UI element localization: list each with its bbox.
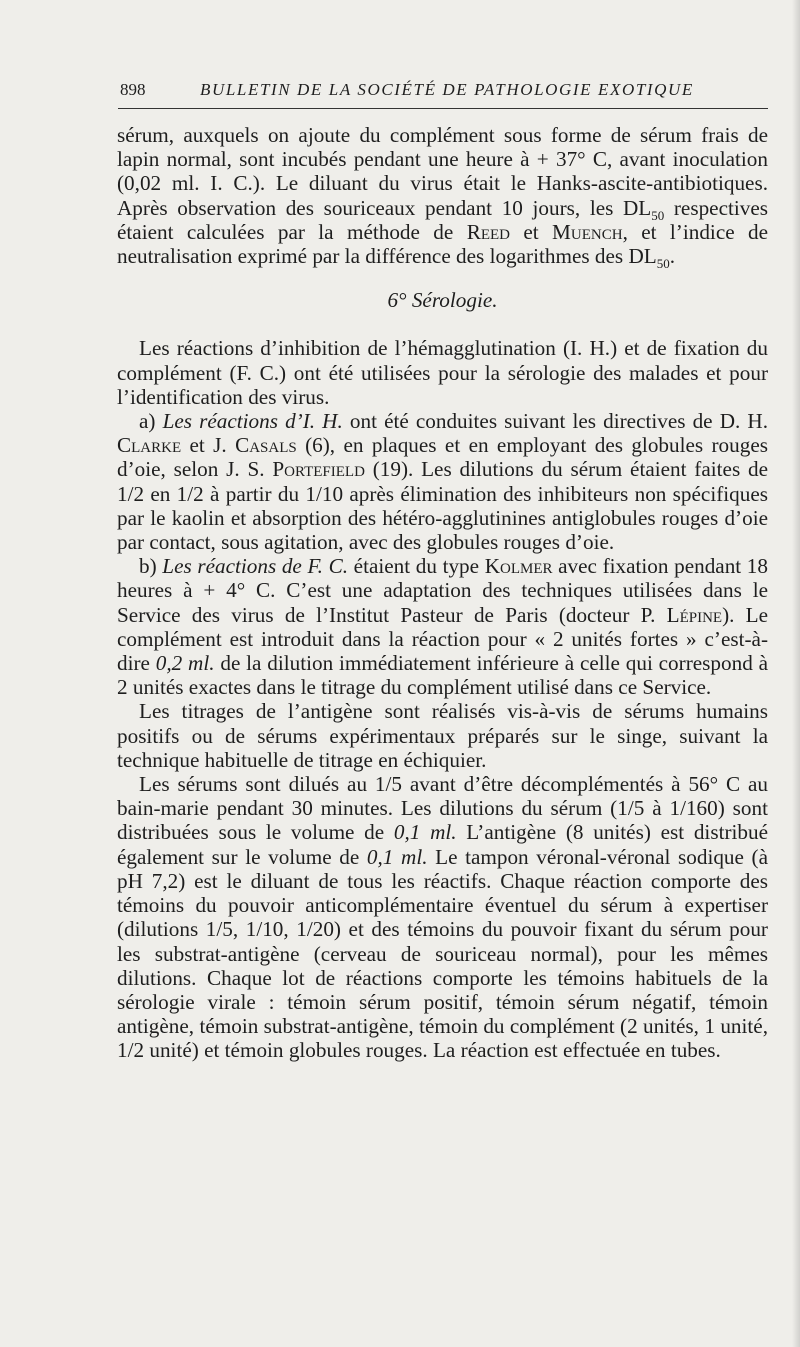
page-edge-shadow xyxy=(792,0,800,1347)
running-title: BULLETIN DE LA SOCIÉTÉ DE PATHOLOGIE EXOTIQUE xyxy=(200,80,694,99)
body-text xyxy=(117,123,768,1063)
author-casals: Casals xyxy=(235,433,297,458)
header-rule xyxy=(118,108,768,109)
paragraph-antigen-titration: Les titrages de l’antigène sont réalisés vis-à-vis de sérums humains positifs ou de sérums expérimentaux préparés sur le singe, suivant la technique habituelle de titrage en échiquier. xyxy=(117,699,768,772)
author-kolmer: Kolmer xyxy=(484,554,553,579)
subheading-ih: Les réactions d’I. H. xyxy=(162,409,343,434)
paragraph-serum-dilution: Les sérums sont dilués au 1/5 avant d’être décomplémentés à 56° C au bain-marie pendant 30 minutes. Les dilutions du sérum (1/5 à 1/160) sont distribuées sous le volume de 0,1 ml. L’antigène (8 unités) est distribué également sur le volume de 0,1 ml. Le tampon véronal-véronal sodique (à pH 7,2) est le diluant de tous les réactifs. Chaque réaction comporte des témoins du pouvoir anticomplémentaire éventuel du sérum à expertiser (dilutions 1/5, 1/10, 1/20) et des témoins du pouvoir fixant du sérum pour les substrat-antigène (cerveau de souriceau normal), pour les mêmes dilutions. Chaque lot de réactions comporte les témoins habituels de la sérologie virale : témoin sérum positif, témoin sérum négatif, témoin antigène, témoin substrat-antigène, témoin du complément (2 unités, 1 unité, 1/2 unité) et témoin globules rouges. La réaction est effectuée en tubes. xyxy=(117,772,768,1063)
page-header xyxy=(120,76,772,106)
page-number: 898 xyxy=(120,80,146,99)
paragraph-ih-reactions: a) Les réactions d’I. H. ont été conduites suivant les directives de D. H. Clarke et J. Casals (6), en plaques et en employant des globules rouges d’oie, selon J. S. Portefield (19). Les dilutions du sérum étaient faites de 1/2 en 1/2 à partir du 1/10 après élimination des inhibiteurs non spécifiques par le kaolin et absorption des hétéro-agglutinines antiglobules rouges d’oie par contact, sous agitation, avec des globules rouges d’oie. xyxy=(117,409,768,555)
author-portefield: Portefield xyxy=(272,457,365,482)
paragraph-fc-reactions: b) Les réactions de F. C. étaient du type Kolmer avec fixation pendant 18 heures à + 4° C. C’est une adaptation des techniques utilisées dans le Service des virus de l’Institut Pasteur de Paris (docteur P. Lépine). Le complément est introduit dans la réaction pour « 2 unités fortes » c’est-à-dire 0,2 ml. de la dilution immédiatement inférieure à celle qui correspond à 2 unités exactes dans le titrage du complément utilisé dans ce Service. xyxy=(117,554,769,700)
paragraph-serum-neutralisation: sérum, auxquels on ajoute du complément sous forme de sérum frais de lapin normal, sont incubés pendant une heure à + 37° C, avant inoculation (0,02 ml. I. C.). Le diluant du virus était le Hanks-ascite-antibiotiques. Après observation des souriceaux pendant 10 jours, les $DL_{50}$ respectives étaient calculées par la méthode de Reed et Muench, et l’indice de neutralisation exprimé par la différence des logarithmes des $DL_{50}$. xyxy=(117,123,769,272)
section-heading: 6° Sérologie. xyxy=(387,288,498,313)
subheading-fc: Les réactions de F. C. xyxy=(162,554,349,579)
author-lepine: Lépine xyxy=(666,602,723,627)
paragraph-serology-intro: Les réactions d’inhibition de l’hémagglutination (I. H.) et de fixation du complément (F. C.) ont été utilisées pour la sérologie des malades et pour l’identification des virus. xyxy=(117,336,768,409)
author-reed: Reed xyxy=(466,219,510,244)
author-clarke: Clarke xyxy=(117,433,182,458)
author-muench: Muench xyxy=(552,219,623,244)
